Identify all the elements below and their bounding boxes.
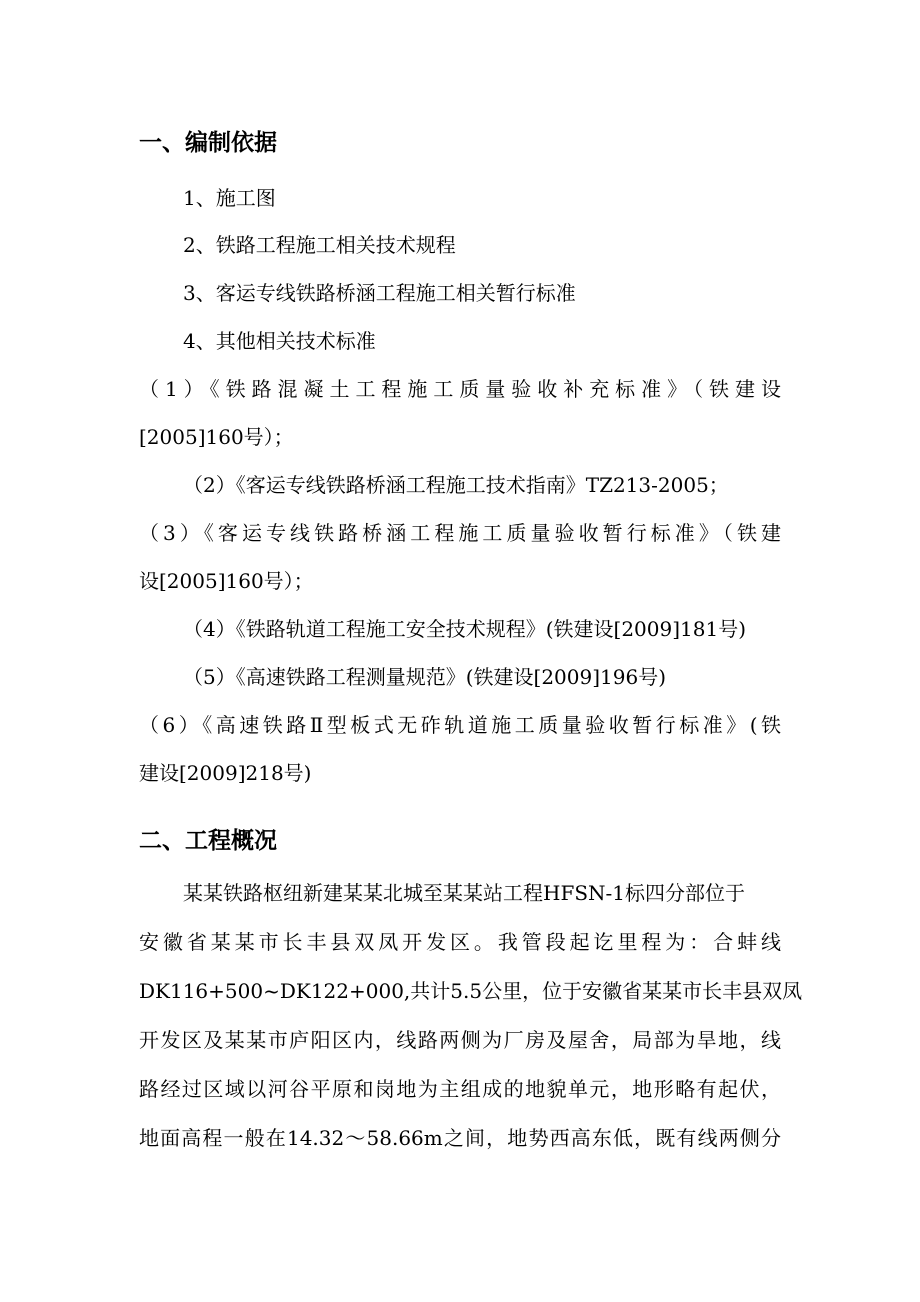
- standard-4: （4）《铁路轨道工程施工安全技术规程》(铁建设[2009]181号): [183, 617, 747, 641]
- standard-3-line-2: 设[2005]160号）；: [139, 569, 314, 593]
- overview-line-1: 某某铁路枢纽新建某某北城至某某站工程HFSN-1标四分部位于: [183, 881, 746, 905]
- standard-6-line-1: （6）《高速铁路Ⅱ型板式无砟轨道施工质量验收暂行标准》(铁: [139, 713, 781, 737]
- standard-5: （5）《高速铁路工程测量规范》(铁建设[2009]196号): [183, 665, 667, 689]
- standard-6-line-2: 建设[2009]218号): [139, 761, 312, 785]
- standard-2: （2）《客运专线铁路桥涵工程施工技术指南》TZ213-2005；: [183, 473, 729, 497]
- section-heading-basis: 一、编制依据: [139, 130, 277, 156]
- overview-line-5: 路经过区域以河谷平原和岗地为主组成的地貌单元，地形略有起伏，: [139, 1077, 781, 1101]
- overview-line-3: DK116+500~DK122+000,共计5.5公里，位于安徽省某某市长丰县双凤: [139, 979, 803, 1003]
- basis-item-2: 2、铁路工程施工相关技术规程: [183, 233, 456, 257]
- basis-item-3: 3、客运专线铁路桥涵工程施工相关暂行标准: [183, 281, 576, 305]
- basis-item-1: 1、施工图: [183, 186, 276, 210]
- overview-line-4: 开发区及某某市庐阳区内，线路两侧为厂房及屋舍，局部为旱地，线: [139, 1028, 781, 1052]
- standard-1-line-1: （1）《铁路混凝土工程施工质量验收补充标准》（铁建设: [139, 377, 781, 401]
- basis-item-4: 4、其他相关技术标准: [183, 329, 376, 353]
- overview-line-2: 安徽省某某市长丰县双凤开发区。我管段起讫里程为：合蚌线: [139, 930, 781, 954]
- standard-3-line-1: （3）《客运专线铁路桥涵工程施工质量验收暂行标准》（铁建: [139, 521, 781, 545]
- section-heading-overview: 二、工程概况: [139, 828, 277, 854]
- overview-line-6: 地面高程一般在14.32～58.66m之间，地势西高东低，既有线两侧分: [139, 1126, 781, 1150]
- standard-1-line-2: [2005]160号）；: [139, 425, 294, 449]
